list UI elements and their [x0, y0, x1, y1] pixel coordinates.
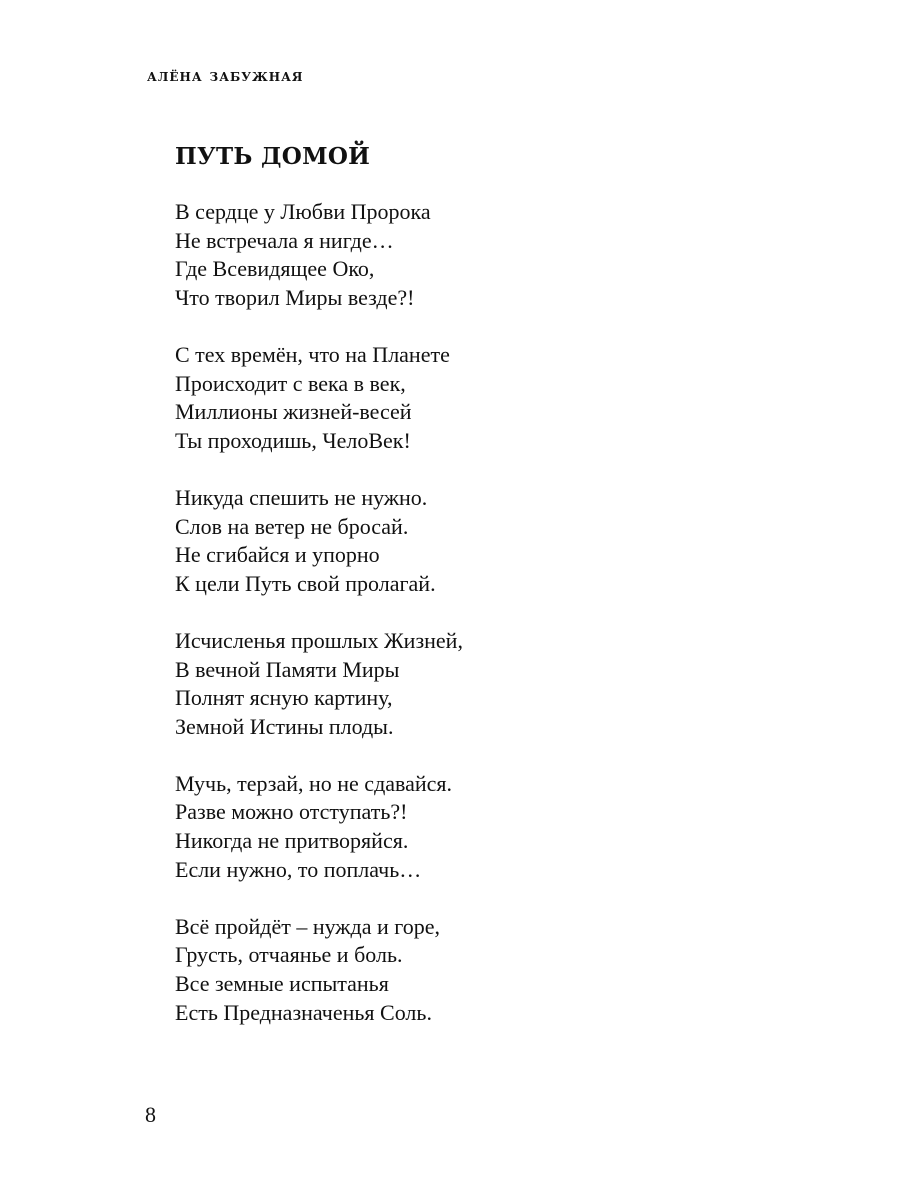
- poem-line: Никуда спешить не нужно.: [175, 484, 428, 510]
- poem-title: ПУТЬ ДОМОЙ: [175, 143, 371, 170]
- poem-line: Что творил Миры везде?!: [175, 284, 415, 310]
- stanza-1: [175, 198, 795, 312]
- poem-line: Полнят ясную картину,: [175, 685, 393, 711]
- poem-line: Происходит с века в век,: [175, 370, 406, 396]
- stanza-6: [175, 913, 795, 1027]
- stanza-3: [175, 484, 795, 598]
- stanza-4: [175, 627, 795, 741]
- poem-line: Грусть, отчаянье и боль.: [175, 942, 403, 968]
- poem-line: Всё пройдёт – нужда и горе,: [175, 913, 440, 939]
- poem-line: В сердце у Любви Пророка: [175, 199, 431, 224]
- poem-line: Земной Истины плоды.: [175, 713, 394, 739]
- poem-line: К цели Путь свой пролагай.: [175, 570, 436, 596]
- poem-line: Есть Предназначенья Соль.: [175, 999, 432, 1025]
- poem-line: С тех времён, что на Планете: [175, 341, 450, 367]
- poem-line: Ты проходишь, ЧелоВек!: [175, 427, 411, 453]
- poem-line: Если нужно, то поплачь…: [175, 856, 422, 882]
- poem-line: Никогда не притворяйся.: [175, 828, 409, 854]
- poem-line: В вечной Памяти Миры: [175, 656, 400, 682]
- poem-line: Не встречала я нигде…: [175, 227, 394, 253]
- poem-line: Где Всевидящее Око,: [175, 256, 375, 282]
- stanza-2: [175, 341, 795, 455]
- poem-body: [175, 198, 795, 1056]
- poem-line: Мучь, терзай, но не сдавайся.: [175, 770, 453, 796]
- poem-line: Миллионы жизней-весей: [175, 399, 412, 425]
- poem-line: Разве можно отступать?!: [175, 799, 408, 825]
- poem-line: Все земные испытанья: [175, 971, 389, 997]
- stanza-5: [175, 770, 795, 884]
- poem-line: Не сгибайся и упорно: [175, 542, 380, 568]
- running-header-author: алёна забужная: [147, 66, 304, 86]
- page-number: 8: [145, 1102, 156, 1127]
- poem-line: Исчисленья прошлых Жизней,: [175, 627, 463, 653]
- poem-line: Слов на ветер не бросай.: [175, 513, 409, 539]
